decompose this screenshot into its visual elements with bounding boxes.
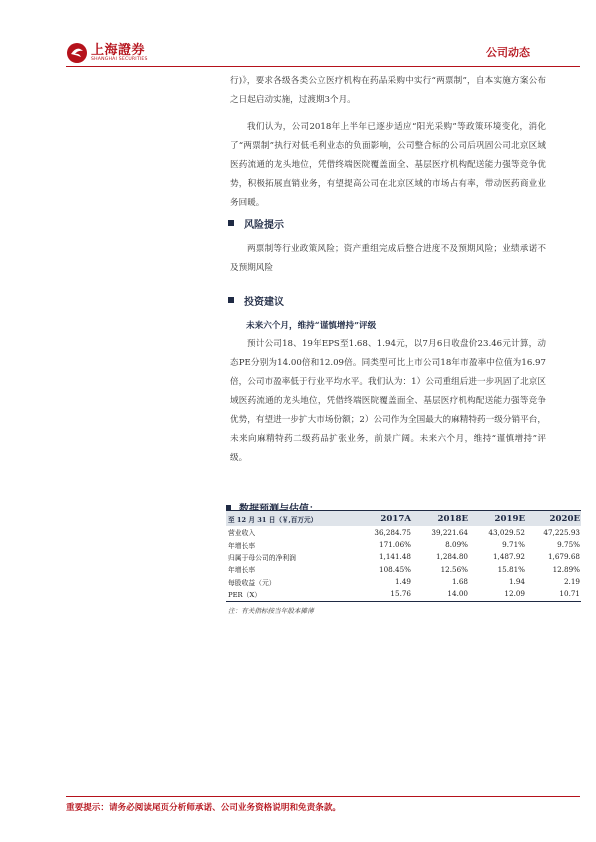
header-cell: 2019E (494, 513, 525, 524)
footer-divider (66, 796, 580, 797)
investment-section-heading: 投资建议 (228, 293, 284, 307)
section-bullet-icon (228, 220, 234, 226)
table-row: PER（X） 15.76 14.00 12.09 10.71 (228, 589, 580, 599)
logo-emblem-icon (66, 42, 88, 64)
investment-paragraph: 预计公司18、19年EPS至1.68、1.94元，以7月6日收盘价23.46元计算，动态PE分别为14.00倍和12.09倍。同类型可比上市公司18年市盈率中位值为16.97倍，公司市盈率低于行业平均水平。我们认为：1）公司重组后进一步巩固了北京区域医药流通的龙头地位，凭借终端医院覆盖面全、基层医疗机构配送能力强等竞争优势，有望进一步扩大市场份额；2）公司作为全国最大的麻精特药一级分销平台，未来向麻精特药二级药品扩张业务，前景广阔。未来六个月，维持“谨慎增持”评级。 (230, 339, 546, 463)
disclaimer-notice: 重要提示：请务必阅读尾页分析师承诺、公司业务资格说明和免责条款。 (66, 803, 342, 813)
analysis-paragraph: 我们认为，公司2018年上半年已逐步适应“阳光采购”等政策环境变化，消化了“两票制”执行对低毛利业态的负面影响，公司整合标的公司后巩固公司北京区域医药流通的龙头地位，凭借终端医院覆盖面全、基层医疗机构配送能力强等竞争优势，积极拓展直销业务，有望提高公司在北京区域的市场占有率，带动医药商业业务回暖。 (230, 122, 546, 208)
logo-english-text: SHANGHAI SECURITIES (91, 56, 148, 62)
forecast-table (226, 510, 581, 615)
table-row: 年增长率 171.06% 8.09% 9.71% 9.75% (228, 540, 580, 550)
report-category: 公司动态 (486, 46, 530, 59)
header-divider (66, 66, 580, 67)
table-row: 归属于母公司的净利润 1,141.48 1,284.80 1,487.92 1,679.68 (228, 552, 580, 562)
table-bottom-rule (226, 601, 581, 602)
policy-paragraph: 行)》，要求各级各类公立医疗机构在药品采购中实行“两票制”，自本实施方案公布之日起启动实施，过渡期3个月。 (230, 76, 546, 105)
table-row: 每股收益（元） 1.49 1.68 1.94 2.19 (228, 577, 580, 587)
header-cell: 2018E (437, 513, 468, 524)
header-cell: 至 12 月 31 日（￥,百万元） (228, 515, 318, 524)
table-row: 年增长率 108.45% 12.56% 15.81% 12.89% (228, 564, 580, 575)
header-cell: 2020E (549, 513, 580, 524)
risk-section-heading: 风险提示 (228, 216, 284, 230)
rating-subheading: 未来六个月，维持“谨慎增持”评级 (246, 321, 377, 331)
section-bullet-icon (228, 297, 234, 303)
table-footnote: 注：有关指标按当年股本摊薄 (228, 606, 314, 615)
table-row: 营业收入 36,284.75 39,221.64 43,029.52 47,225.93 (228, 527, 580, 538)
logo-chinese-text: 上海證券 (91, 42, 146, 58)
risk-paragraph: 两票制等行业政策风险；资产重组完成后整合进度不及预期风险；业绩承诺不及预期风险 (230, 244, 546, 273)
table-header-row (226, 511, 581, 526)
header-cell: 2017A (380, 513, 411, 524)
company-logo (66, 42, 148, 64)
